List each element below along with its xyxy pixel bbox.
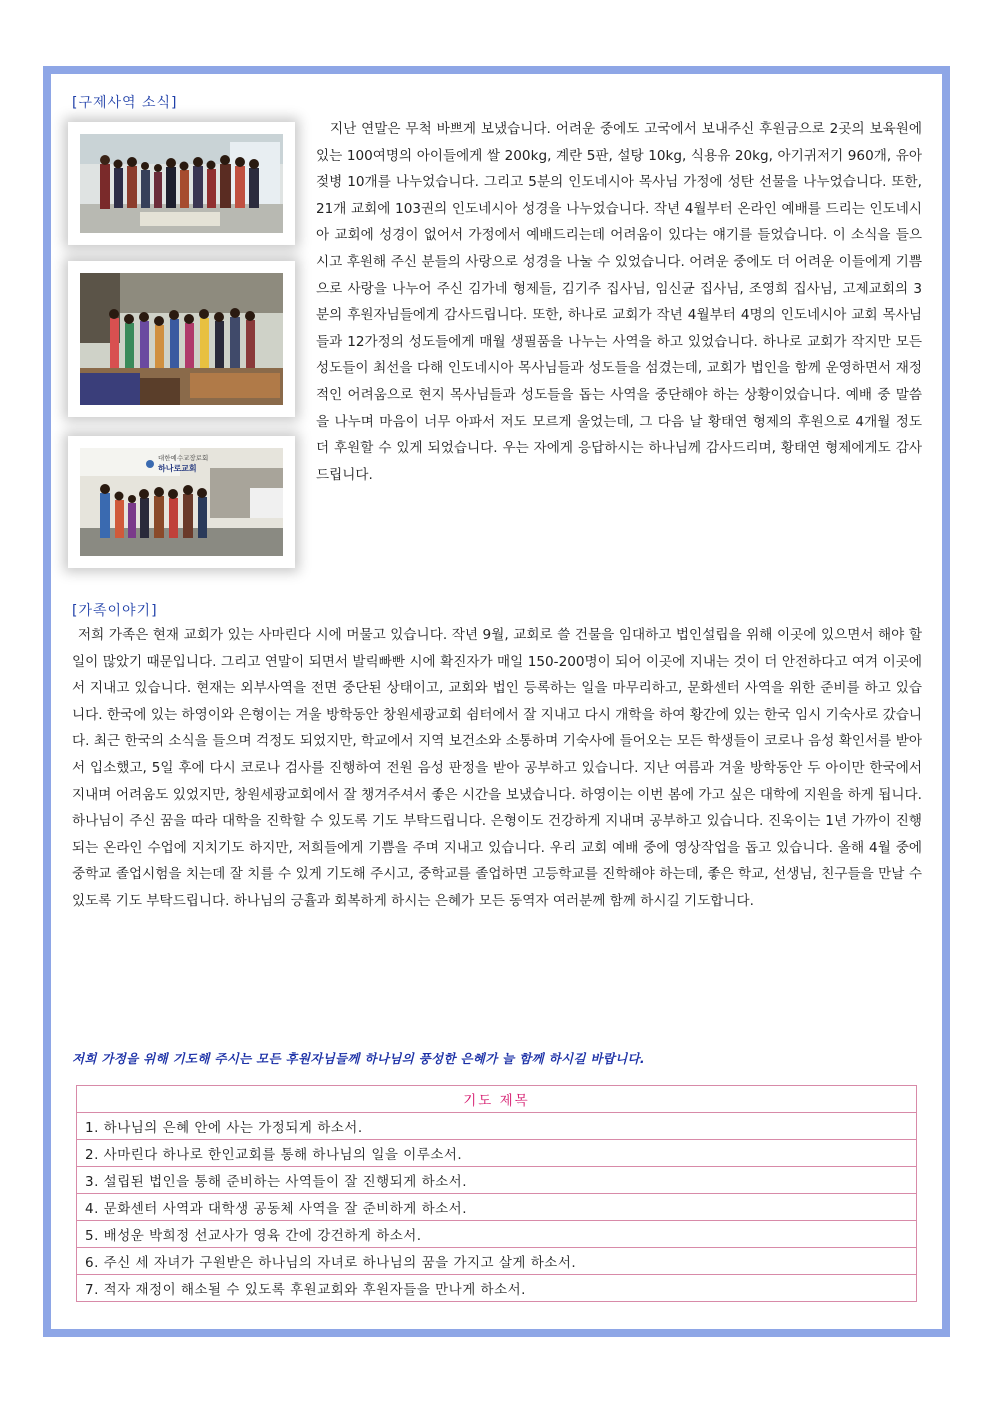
family-body: 저희 가족은 현재 교회가 있는 사마린다 시에 머물고 있습니다. 작년 9월, 교회로 쓸 건물을 임대하고 법인설립을 위해 이곳에 있으면서 해야 할 일이 많았기 때문입니다. 그리고 연말이 되면서 발릭빠빤 시에 확진자가 매일 150-200명이 되어 이곳에 지내는 것이 더 안전하다고 여겨 이곳에서 지내고 있습니다. 현재는 외부사역을 전면 중단된 상태이고, 교회와 법인 등록하는 일을 마무리하고, 문화센터 사역을 위한 준비를 하고 있습니다. 한국에 있는 하영이와 은형이는 겨울 방학동안 창원세광교회 쉼터에서 잘 지내고 다시 개학을 하여 황간에 있는 한국 임시 기숙사로 갔습니다. 최근 한국의 소식을 들으며 걱정도 되었지만, 학교에서 지역 보건소와 소통하며 기숙사에 들어오는 모든 학생들이 코로나 음성 확인서를 받아서 입소했고, 5일 후에 다시 코로나 검사를 진행하여 전원 음성 판정을 받아 공부하고 있습니다. 지난 여름과 겨울 방학동안 두 아이만 한국에서 지내며 어려움도 있었지만, 창원세광교회에서 잘 챙겨주셔서 좋은 시간을 보냈습니다. 하영이는 이번 봄에 가고 싶은 대학에 지원을 하게 됩니다. 하나님이 주신 꿈을 따라 대학을 진학할 수 있도록 기도 부탁드립니다. 은형이도 건강하게 지내며 공부하고 있습니다. 진욱이는 1년 가까이 진행되는 온라인 수업에 지치기도 하지만, 저희들에게 기쁨을 주며 지내고 있습니다. 우리 교회 예배 중에 영상작업을 돕고 있습니다. 올해 4월 중에 중학교 졸업시험을 치는데 잘 치를 수 있게 기도해 주시고, 중학교를 졸업하면 고등학교를 진학해야 하는데, 좋은 학교, 선생님, 친구들을 만날 수 있도록 기도 부탁드립니다. 하나님의 긍휼과 회복하게 하시는 은혜가 모든 동역자 여러분께 함께 하시길 기도합니다. [72, 627, 922, 909]
relief-body: 지난 연말은 무척 바쁘게 보냈습니다. 어려운 중에도 고국에서 보내주신 후원금으로 2곳의 보육원에 있는 100여명의 아이들에게 쌀 200kg, 계란 5판, 설탕 10kg, 식용유 20kg, 아기귀저기 960개, 유아젖병 10개를 나누었습니다. 그리고 5분의 인도네시아 목사님 가정에 성탄 선물을 나누었습니다. 또한, 21개 교회에 103권의 인도네시아 성경을 나누었습니다. 작년 4월부터 온라인 예배를 드리는 인도네시아 교회에 성경이 없어서 가정에서 예배드리는데 어려움이 있다는 얘기를 들었습니다. 이 소식을 들으시고 후원해 주신 분들의 사랑으로 성경을 나눌 수 있었습니다. 어려운 중에도 더 어려운 이들에게 기쁨으로 사랑을 나누어 주신 김가네 형제들, 김기주 집사님, 임신균 집사님, 조영희 집사님, 고제교회의 3분의 후원자님들에게 감사드립니다. 또한, 하나로 교회가 작년 4월부터 4명의 인도네시아 교회 목사님들과 12가정의 성도들에게 매월 생필품을 나누는 사역을 하고 있었습니다. 하나로 교회가 작지만 모든 성도들이 최선을 다해 인도네시아 목사님들과 성도들을 섬겼는데, 교회가 법인을 함께 운영하면서 재정적인 어려움으로 현지 목사님들과 성도들을 돕는 사역을 중단해야 하는 상황이었습니다. 예배 중 말씀을 나누며 마음이 너무 아파서 저도 모르게 울었는데, 그 다음 날 황태연 형제의 후원으로 4개월 정도 더 후원할 수 있게 되었습니다. 우는 자에게 응답하시는 하나님께 감사드리며, 황태연 형제에게도 감사드립니다. [316, 121, 923, 483]
prayer-item: 5. 배성운 박희정 선교사가 영육 간에 강건하게 하소서. [77, 1221, 917, 1248]
prayer-item: 6. 주신 세 자녀가 구원받은 하나님의 자녀로 하나님의 꿈을 가지고 살게 하소서. [77, 1248, 917, 1275]
photo-orphanage-group [68, 122, 295, 245]
family-heading: [가족이야기] [72, 603, 158, 619]
church-sign-line1: 대한예수교장로회 [158, 454, 209, 462]
prayer-item: 4. 문화센터 사역과 대학생 공동체 사역을 잘 준비하게 하소서. [77, 1194, 917, 1221]
prayer-item: 1. 하나님의 은혜 안에 사는 가정되게 하소서. [77, 1113, 917, 1140]
blessing-line: 저희 가정을 위해 기도해 주시는 모든 후원자님들께 하나님의 풍성한 은혜가 늘 함께 하시길 바랍니다. [72, 1051, 645, 1066]
prayer-item: 2. 사마린다 하나로 한인교회를 통해 하나님의 일을 이루소서. [77, 1140, 917, 1167]
photo-hanaro-church [68, 436, 295, 568]
photo-bible-distribution [68, 261, 295, 417]
relief-heading: [구제사역 소식] [72, 95, 178, 111]
prayer-title: 기도 제목 [77, 1086, 917, 1113]
prayer-item: 3. 설립된 법인을 통해 준비하는 사역들이 잘 진행되게 하소서. [77, 1167, 917, 1194]
church-sign-line2: 하나로교회 [158, 464, 197, 473]
prayer-item: 7. 적자 재정이 해소될 수 있도록 후원교회와 후원자들을 만나게 하소서. [77, 1275, 917, 1302]
prayer-table [76, 1085, 917, 1302]
